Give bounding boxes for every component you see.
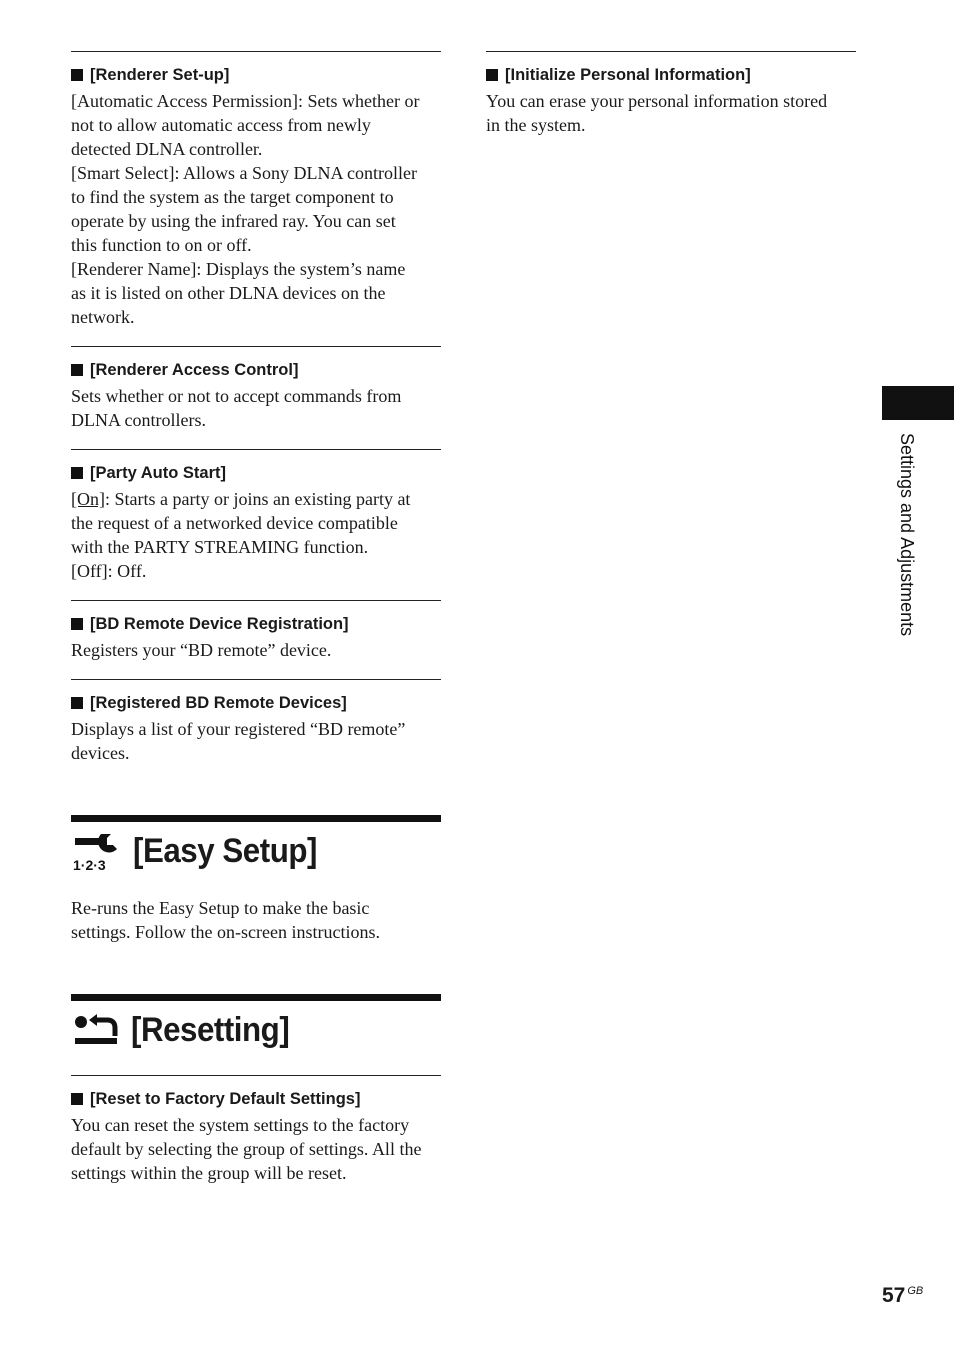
section-registered-bd-remotes <box>71 679 441 765</box>
body-line: settings within the group will be reset. <box>71 1163 347 1183</box>
section-title: [Renderer Set-up] <box>90 66 230 84</box>
body-line: to find the system as the target component to <box>71 187 394 207</box>
body-line: this function to on or off. <box>71 235 252 255</box>
heading-easy-setup <box>71 815 441 876</box>
page-region-suffix: GB <box>907 1285 924 1297</box>
body-line: default by selecting the group of settings. All the <box>71 1139 422 1159</box>
body-line: devices. <box>71 743 130 763</box>
body-line: [Off]: Off. <box>71 561 147 581</box>
body-line: as it is listed on other DLNA devices on the <box>71 283 386 303</box>
section-bd-remote-registration <box>71 600 441 662</box>
section-title: [Registered BD Remote Devices] <box>90 694 347 712</box>
body-line: DLNA controllers. <box>71 410 206 430</box>
square-bullet-icon <box>71 467 83 479</box>
body-line: You can reset the system settings to the factory <box>71 1115 410 1135</box>
body-line: operate by using the infrared ray. You can set <box>71 211 396 231</box>
chapter-side-label: Settings and Adjustments <box>897 433 917 637</box>
icon-digits: 1·2·3 <box>73 857 106 872</box>
body-line: settings. Follow the on-screen instructions. <box>71 922 380 942</box>
section-reset-factory <box>71 1075 441 1185</box>
body-line: Re-runs the Easy Setup to make the basic <box>71 898 370 918</box>
left-column <box>71 51 441 1185</box>
body-line: in the system. <box>486 115 586 135</box>
square-bullet-icon <box>71 618 83 630</box>
body-line: [Renderer Name]: Displays the system’s name <box>71 259 406 279</box>
section-initialize-personal-info <box>486 51 856 137</box>
body-line: detected DLNA controller. <box>71 139 263 159</box>
heading-resetting <box>71 994 441 1055</box>
square-bullet-icon <box>71 69 83 81</box>
body-line: You can erase your personal information stored <box>486 91 828 111</box>
default-option-on: [On] <box>71 489 105 509</box>
body-line: [Automatic Access Permission]: Sets whether or <box>71 91 420 111</box>
page-section-title: [Resetting] <box>131 1010 290 1049</box>
page-number <box>882 1284 923 1308</box>
body-line: [Smart Select]: Allows a Sony DLNA controller <box>71 163 417 183</box>
section-renderer-setup <box>71 51 441 329</box>
body-line: the request of a networked device compatible <box>71 513 398 533</box>
reset-icon <box>71 1010 119 1050</box>
section-title: [BD Remote Device Registration] <box>90 615 349 633</box>
square-bullet-icon <box>71 364 83 376</box>
chapter-tab-marker <box>882 386 954 420</box>
wrench-123-icon <box>71 830 121 872</box>
section-title: [Party Auto Start] <box>90 464 226 482</box>
body-line: Sets whether or not to accept commands from <box>71 386 402 406</box>
page-number-value: 57 <box>882 1284 906 1307</box>
page-section-title: [Easy Setup] <box>133 831 317 870</box>
body-line-rest: : Starts a party or joins an existing party at <box>105 489 411 509</box>
section-title: [Initialize Personal Information] <box>505 66 751 84</box>
body-line: not to allow automatic access from newly <box>71 115 371 135</box>
body-line: with the PARTY STREAMING function. <box>71 537 369 557</box>
square-bullet-icon <box>71 697 83 709</box>
square-bullet-icon <box>71 1093 83 1105</box>
section-renderer-access-control <box>71 346 441 432</box>
body-line: Registers your “BD remote” device. <box>71 640 332 660</box>
body-line: Displays a list of your registered “BD remote” <box>71 719 406 739</box>
section-title: [Reset to Factory Default Settings] <box>90 1090 361 1108</box>
section-title: [Renderer Access Control] <box>90 361 299 379</box>
body-line: network. <box>71 307 135 327</box>
right-column <box>486 51 856 137</box>
body-line <box>71 487 441 511</box>
section-party-auto-start <box>71 449 441 583</box>
square-bullet-icon <box>486 69 498 81</box>
